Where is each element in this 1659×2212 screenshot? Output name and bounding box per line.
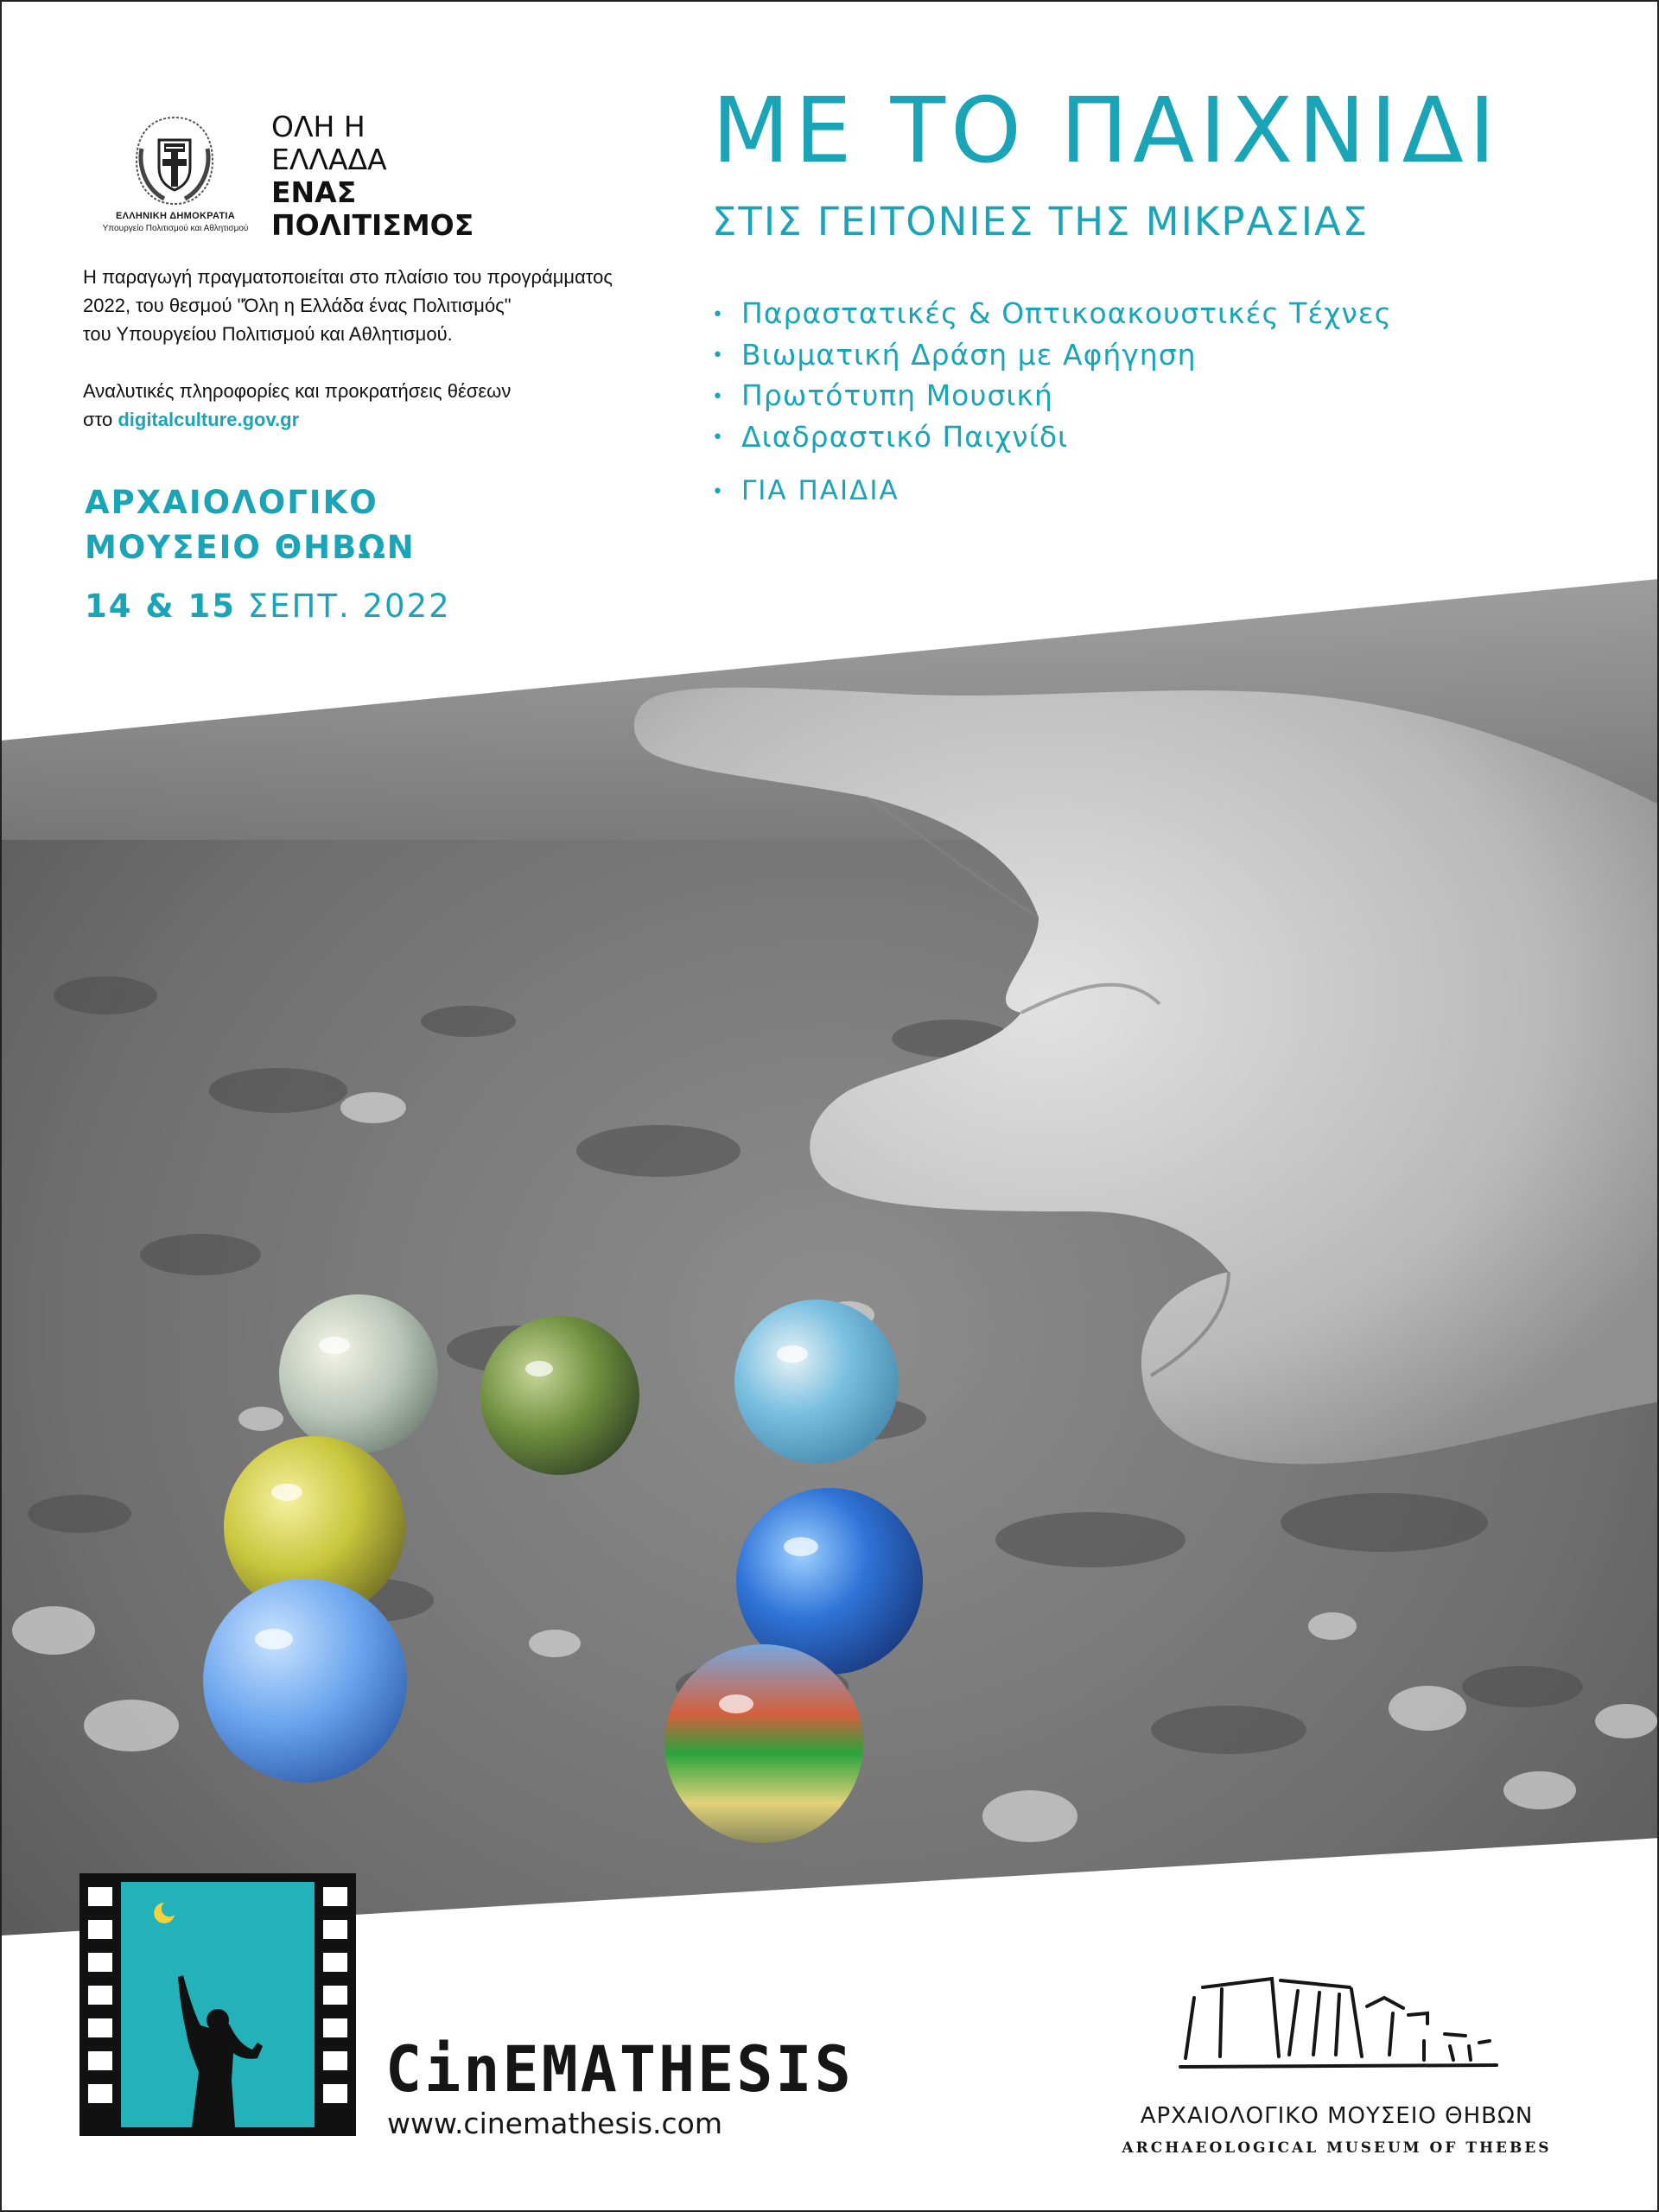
- digitalculture-link[interactable]: digitalculture.gov.gr: [118, 409, 300, 430]
- bullet-icon: •: [712, 303, 724, 326]
- cinemathesis-name: CinEMATHESIS: [385, 2031, 854, 2107]
- info-line1: Η παραγωγή πραγματοποιείται στο πλαίσιο του προγράμματος: [83, 266, 613, 288]
- event-days: 14 & 15: [85, 588, 237, 625]
- info-line5: [83, 405, 636, 434]
- bullet-icon: •: [712, 427, 724, 448]
- venue-name: [85, 480, 416, 570]
- feature-label: Πρωτότυπη Μουσική: [741, 378, 1053, 412]
- audience-label: [712, 475, 899, 506]
- feature-item: [712, 376, 1392, 417]
- cinemathesis-url[interactable]: www.cinemathesis.com: [387, 2107, 723, 2140]
- gov-slogan-line1: ΟΛΗ Η: [271, 110, 365, 143]
- bullet-icon: •: [712, 481, 725, 503]
- gov-caption-ministry: Υπουργείο Πολιτισμού και Αθλητισμού: [102, 224, 249, 233]
- feature-label: Βιωματική Δράση με Αφήγηση: [741, 337, 1197, 372]
- feature-list: [712, 294, 1392, 458]
- feature-item: [712, 294, 1392, 335]
- museum-name-greek: ΑΡΧΑΙΟΛΟΓΙΚΟ ΜΟΥΣΕΙΟ ΘΗΒΩΝ: [1140, 2103, 1534, 2129]
- production-info: [83, 263, 636, 434]
- info-link-prefix: στο: [83, 409, 113, 430]
- hellenic-republic-emblem-icon: [130, 114, 219, 207]
- info-line3: του Υπουργείου Πολιτισμού και Αθλητισμού.: [83, 323, 453, 345]
- museum-sketch-logo-icon: [1168, 1963, 1505, 2084]
- gov-slogan-line3: ΕΝΑΣ: [271, 175, 357, 209]
- film-strip-figure-logo-icon: [79, 1873, 356, 2136]
- feature-item: [712, 417, 1392, 459]
- venue-line1: ΑΡΧΑΙΟΛΟΓΙΚΟ: [85, 484, 378, 521]
- museum-name-english: ARCHAEOLOGICAL MUSEUM OF THEBES: [1122, 2139, 1552, 2157]
- bullet-icon: •: [712, 345, 724, 366]
- feature-label: Παραστατικές & Οπτικοακουστικές Τέχνες: [741, 296, 1392, 330]
- gov-slogan: [271, 111, 474, 242]
- info-gap: [83, 348, 636, 377]
- bullet-icon: •: [712, 385, 724, 408]
- gov-logo: [85, 105, 474, 244]
- poster-subtitle: ΣΤΙΣ ΓΕΙΤΟΝΙΕΣ ΤΗΣ ΜΙΚΡΑΣΙΑΣ: [712, 199, 1370, 245]
- info-line2: 2022, του θεσμού "Όλη η Ελλάδα ένας Πολιτισμός": [83, 295, 512, 316]
- gov-slogan-line2: ΕΛΛΑΔΑ: [271, 143, 387, 176]
- event-month-year: ΣΕΠΤ. 2022: [247, 588, 451, 625]
- gov-slogan-line4: ΠΟΛΙΤΙΣΜΟΣ: [271, 208, 474, 242]
- feature-label: Διαδραστικό Παιχνίδι: [741, 419, 1069, 454]
- audience-text: ΓΙΑ ΠΑΙΔΙΑ: [741, 475, 899, 506]
- feature-item: [712, 335, 1392, 377]
- poster-title: ΜΕ ΤΟ ΠΑΙΧΝΙΔΙ: [712, 78, 1501, 183]
- venue-line2: ΜΟΥΣΕΙΟ ΘΗΒΩΝ: [85, 529, 416, 566]
- info-line4: Αναλυτικές πληροφορίες και προκρατήσεις θέσεων: [83, 380, 512, 402]
- event-date: [85, 588, 451, 625]
- gov-caption-republic: ΕΛΛΗΝΙΚΗ ΔΗΜΟΚΡΑΤΙΑ: [116, 211, 235, 221]
